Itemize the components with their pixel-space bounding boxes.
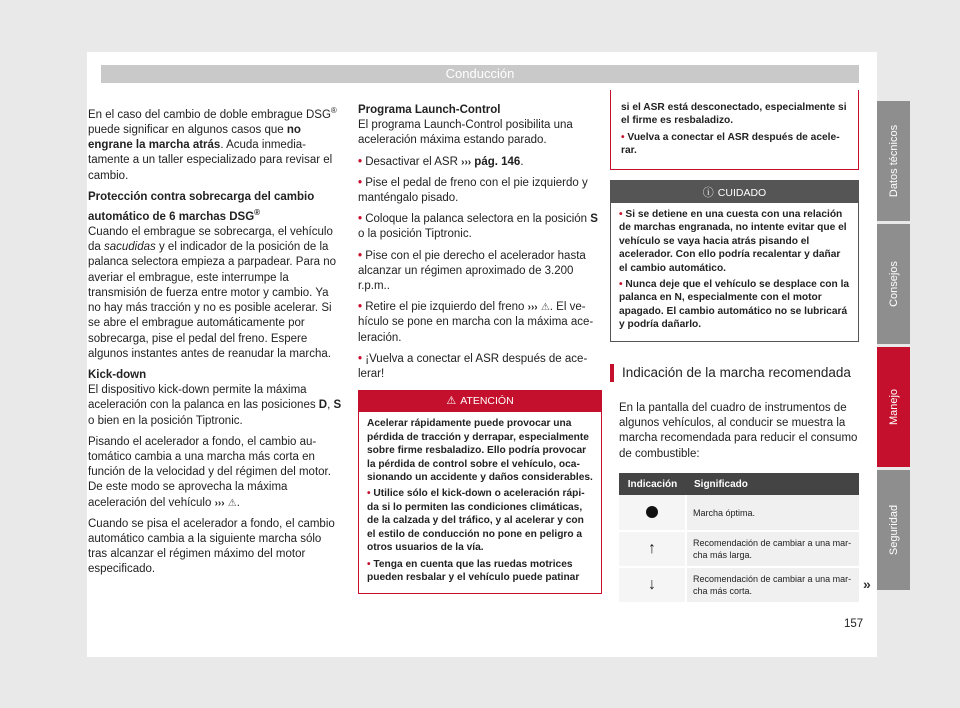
- page-header: Conducción: [101, 65, 859, 83]
- table-row: [619, 567, 859, 603]
- table-row: [619, 531, 859, 567]
- table-cell-icon: [619, 531, 686, 567]
- warning-list-item: • Tenga en cuenta que las ruedas motrices pueden resbalar y el vehículo puede patinar: [367, 558, 580, 583]
- tab-manejo[interactable]: Manejo: [877, 347, 910, 467]
- warning-icon: ⚠: [540, 302, 550, 314]
- caution-list-item: • Si se detiene en una cuesta con una relación de marchas engranada, no intente evitar que el vehículo se vaya hacia atrás pisando el acelerador. Con ello podría recalentar y dañar el cambio automático.: [619, 209, 847, 274]
- warning-icon: ⚠: [446, 395, 457, 408]
- info-icon: ⓘ: [702, 187, 714, 199]
- list-item: • Pise el pedal de freno con el pie izquierdo y manténgalo pisado.: [358, 176, 588, 205]
- tab-seguridad[interactable]: Seguridad: [877, 470, 910, 590]
- paragraph: En el caso del cambio de doble embrague DSG® puede significar en algunos casos que no engrane la marcha atrás. Acuda inmediatamente a un taller especializado para revisar el cambio.: [88, 106, 337, 182]
- page-number: 157: [844, 618, 864, 630]
- table-cell: Marcha óptima.: [686, 495, 859, 531]
- warning-icon: ⚠: [227, 497, 237, 509]
- warning-list-item: • Vuelva a conectar el ASR después de acelerar.: [621, 131, 840, 157]
- caution-list-item: • Nunca deje que el vehículo se desplace con la palanca en N, especialmente con el motor apagado. El cambio automático no se lubricará y podría dañarlo.: [619, 279, 850, 331]
- warning-box: [358, 390, 602, 594]
- reference-arrows: ›››: [214, 497, 225, 509]
- page-reference-link[interactable]: pág. 146: [471, 155, 521, 168]
- warning-text: si el ASR está desconectado, especialmente si el firme es resbaladizo.: [621, 102, 847, 127]
- paragraph: El programa Launch-Control posibilita una aceleración máxima estando parado.: [358, 119, 573, 147]
- caution-box: [610, 180, 859, 342]
- table-cell-icon: [619, 495, 686, 531]
- warning-box-header: ⚠ ATENCIÓN: [359, 391, 601, 412]
- list-item: • Retire el pie izquierdo del freno ››› ⚠. El vehículo se pone en marcha con la máxima aceleración.: [358, 301, 594, 344]
- list-item: • ¡Vuelva a conectar el ASR después de acelerar!: [358, 352, 588, 381]
- caution-box-header: ⓘ CUIDADO: [611, 181, 858, 203]
- section-title: Indicación de la marcha recomendada: [610, 364, 859, 382]
- table-header-row: [619, 473, 859, 495]
- paragraph: El dispositivo kick-down permite la máxima aceleración con la palanca en las posiciones D, S o bien en la posición Tiptronic.: [88, 384, 342, 427]
- column-1: [88, 103, 342, 584]
- reference-arrows: ›››: [461, 156, 472, 168]
- table-header: Indicación: [619, 473, 686, 495]
- section-body: En la pantalla del cuadro de instrumentos de algunos vehículos, al conducir se muestra la marcha recomendada para reducir el consumo de combustible:: [619, 402, 858, 460]
- subheading: Protección contra sobrecarga del cambio automático de 6 marchas DSG®: [88, 190, 315, 223]
- tab-datos-tecnicos[interactable]: Datos técnicos: [877, 101, 910, 221]
- list-item: • Desactivar el ASR ››› pág. 146.: [358, 155, 524, 168]
- subheading: Kick-down: [88, 368, 147, 381]
- paragraph: Cuando se pisa el acelerador a fondo, el cambio automático cambia a la siguiente marcha sólo tras alcanzar el régimen máximo del motor especificado.: [88, 517, 335, 576]
- warning-text: Acelerar rápidamente puede provocar una pérdida de tracción y derrapar, especialmente sobre firme resbaladizo. Ello podría provocar la pérdida de control sobre el vehículo, ocasionando un accidente y daños considerables.: [367, 418, 593, 484]
- warning-box-continuation: [610, 90, 859, 170]
- list-item: • Pise con el pie derecho el acelerador hasta alcanzar un régimen aproximado de 3.200 r.p.m..: [358, 249, 586, 293]
- table-cell: Recomendación de cambiar a una marcha más larga.: [686, 531, 859, 567]
- table-header: Significado: [686, 473, 859, 495]
- continue-marker: »: [863, 576, 871, 592]
- column-2: [358, 103, 602, 594]
- reference-arrows: ›››: [527, 302, 538, 314]
- table-cell-icon: [619, 567, 686, 603]
- paragraph: Pisando el acelerador a fondo, el cambio automático cambia a una marcha más corta en función de la velocidad y del régimen del motor. De este modo se aprovecha la máxima aceleración del vehículo ››› ⚠.: [88, 435, 331, 509]
- gear-indication-table: [619, 473, 859, 604]
- list-item: • Coloque la palanca selectora en la posición S o la posición Tiptronic.: [358, 213, 598, 241]
- paragraph: Cuando el embrague se sobrecarga, el vehículo da sacudidas y el indicador de la posición de la palanca selectora empieza a parpadear. Para no averiar el embrague, este interrumpe la transmisión de fuerza entre motor y cambio. Ya no hay más tracción y no es posible acelerar. Si se abre el embrague automáticamente por sobrecarga, pise el pedal del freno. Espere algunos instantes antes de reanudar la marcha.: [88, 226, 337, 360]
- arrow-down-icon: ↓: [648, 576, 656, 593]
- tab-consejos[interactable]: Consejos: [877, 224, 910, 344]
- table-cell: Recomendación de cambiar a una marcha más corta.: [686, 567, 859, 603]
- table-row: [619, 495, 859, 531]
- warning-list-item: • Utilice sólo el kick-down o aceleración rápida si lo permiten las condiciones climáticas, de la calzada y del tráfico, y al acelerar y con el estilo de conducción no pone en peligro a otros usuarios de la vía.: [367, 488, 585, 554]
- filled-circle-icon: [646, 506, 658, 518]
- subheading: Programa Launch-Control: [358, 104, 501, 116]
- arrow-up-icon: ↑: [648, 540, 656, 557]
